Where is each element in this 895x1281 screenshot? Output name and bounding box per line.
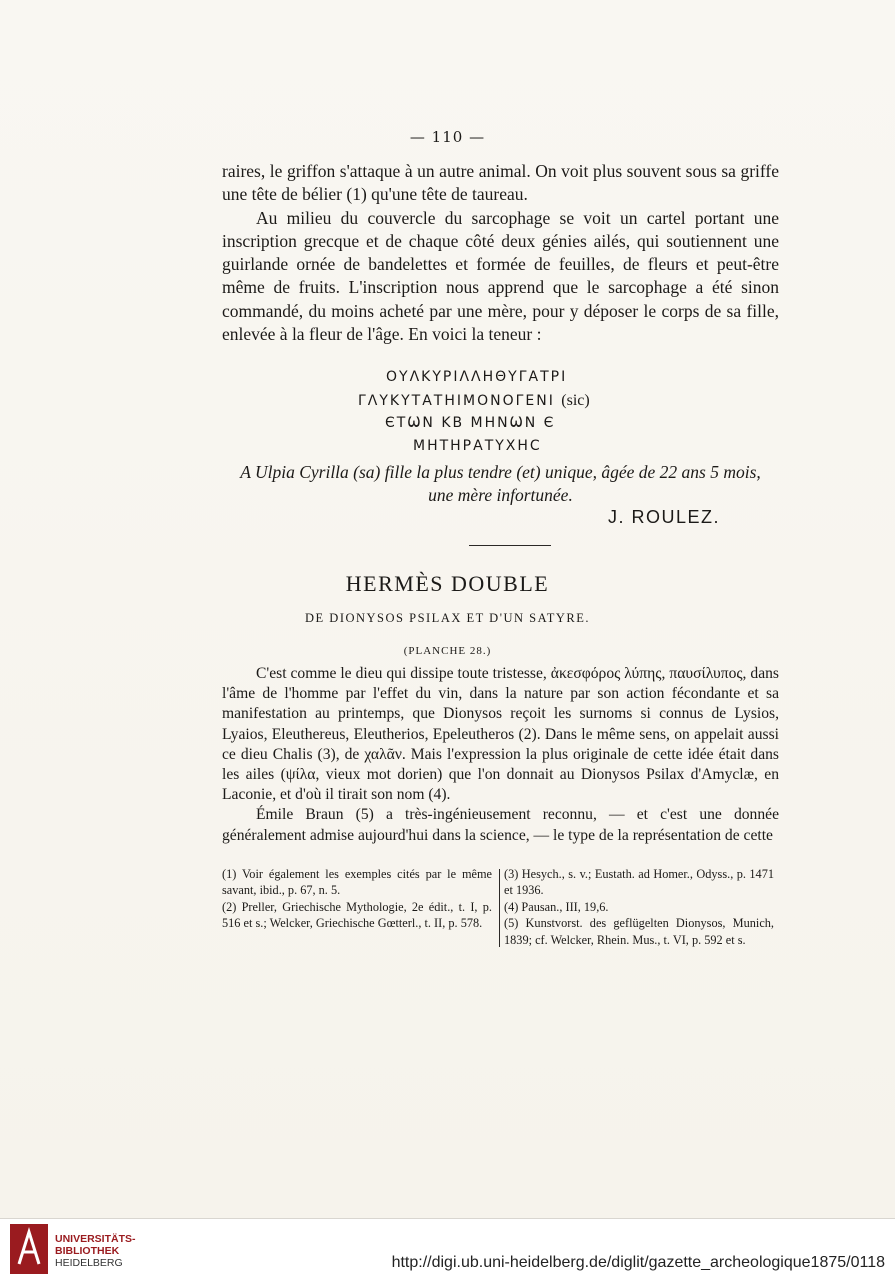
footnote-5: (5) Kunstvorst. des geflügelten Dionysos, Munich, 1839; cf. Welcker, Rhein. Mus., t. VI, p. 592 et s.: [504, 916, 774, 947]
sic-note: (sic): [561, 392, 590, 409]
article-body: [222, 664, 779, 846]
footnotes-right-column: [504, 866, 774, 948]
section-divider: [469, 545, 551, 546]
footnote-3: (3) Hesych., s. v.; Eustath. ad Homer., Odyss., p. 1471 et 1936.: [504, 867, 774, 898]
intro-text: [222, 160, 779, 346]
footnote-4: (4) Pausan., III, 19,6.: [504, 899, 609, 914]
library-line-3: HEIDELBERG: [55, 1257, 123, 1269]
library-line-2: BIBLIOTHEK: [55, 1245, 120, 1257]
university-library-logo-icon: [10, 1224, 48, 1274]
paragraph-2: Au milieu du couvercle du sarcophage se voit un cartel portant une inscription grecque et de chaque côté deux génies ailés, qui soutiennent une guirlande ornée de bandelettes et formée de feuilles, de fleurs et peut-être même de fruits. L'inscription nous apprend que le sarcophage a été sinon commandé, du moins acheté par une mère, pour y déposer le corps de sa fille, enlevée à la fleur de l'âge. En voici la teneur :: [222, 207, 779, 345]
footnote-column-rule: [499, 869, 500, 947]
source-url-link[interactable]: http://digi.ub.uni-heidelberg.de/diglit/gazette_archeologique1875/0118: [391, 1254, 885, 1271]
plate-reference: (PLANCHE 28.): [403, 645, 492, 657]
page-number: — 110 —: [409, 128, 486, 146]
footnote-2: (2) Preller, Griechische Mythologie, 2e édit., t. I, p. 516 et s.; Welcker, Griechische Gœtterl., t. II, p. 578.: [222, 899, 492, 931]
inscription-line-4: ΜΗΤΗΡΑΤΥΧΗϹ: [413, 438, 542, 454]
library-line-1: UNIVERSITÄTS-: [55, 1233, 136, 1245]
inscription-line-3: ЄΤѠΝ ΚΒ ΜΗΝѠΝ Є: [385, 415, 556, 431]
paragraph-1: raires, le griffon s'attaque à un autre animal. On voit plus souvent sous sa griffe une tête de bélier (1) qu'une tête de taureau.: [222, 161, 779, 205]
footnotes-left-column: [222, 866, 492, 932]
inscription-line-2-text: ΓΛΥΚΥΤΑΤΗΙΜΟΝΟΓΕΝΙ: [358, 393, 555, 409]
footnote-1: (1) Voir également les exemples cités par le même savant, ibid., p. 67, n. 5.: [222, 867, 492, 898]
inscription-translation: [222, 461, 779, 508]
paragraph-4: Émile Braun (5) a très-ingénieusement reconnu, — et c'est une donnée généralement admise aujourd'hui dans la science, — le type de la représentation de cette: [222, 806, 779, 844]
paragraph-3: C'est comme le dieu qui dissipe toute tristesse, ἀκεσφόρος λύπης, παυσίλυπος, dans l'âme de l'homme par l'effet du vin, dans la nature par son action fécondante et sa manifestation au printemps, que Dionysos reçoit les surnoms si connus de Lysios, Lyaios, Eleuthereus, Eleutherios, Epeleutheros (2). Dans le même sens, on appelait aussi ce dieu Chalis (3), de χαλᾶν. Mais l'expression la plus originale de cette idée était dans les ailes (ψίλα, vieux mot dorien) que l'on donnait au Dionysos Psilax d'Amyclæ, en Laconie, et d'où il tirait son nom (4).: [222, 665, 779, 804]
article-subtitle: DE DIONYSOS PSILAX ET D'UN SATYRE.: [305, 611, 590, 625]
translation-line-2: une mère infortunée.: [428, 485, 573, 506]
article-title: HERMÈS DOUBLE: [345, 571, 550, 596]
library-name: [55, 1233, 136, 1269]
author-signature: J. ROULEZ.: [608, 507, 721, 527]
translation-line-1: A Ulpia Cyrilla (sa) fille la plus tendre (et) unique, âgée de 22 ans 5 mois,: [240, 462, 761, 482]
inscription-line-2: [358, 389, 590, 413]
inscription-line-1: ΟΥΛΚΥΡΙΛΛΗΘΥΓΑΤΡΙ: [386, 369, 568, 385]
